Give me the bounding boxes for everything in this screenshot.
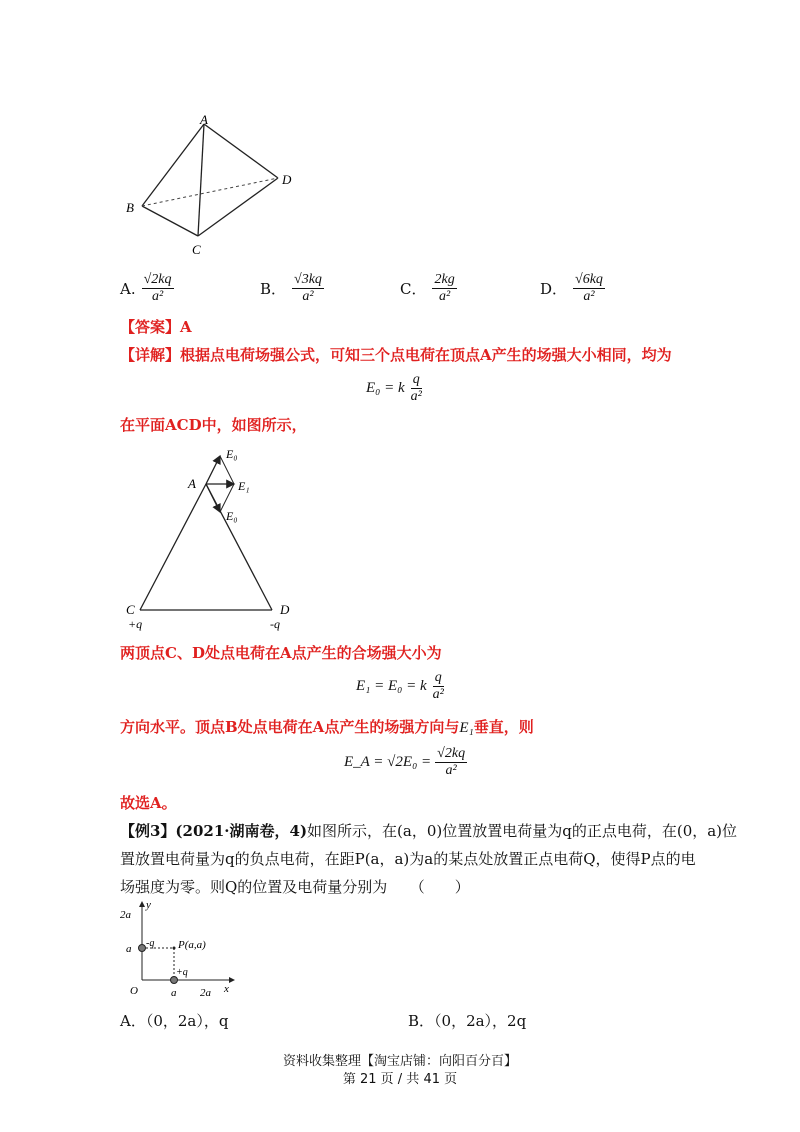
option3-A: A．（0，2a），q bbox=[120, 1012, 229, 1030]
option-C bbox=[400, 272, 457, 305]
label-neg-q: -q bbox=[146, 938, 155, 949]
direction-text-part2: 垂直，则 bbox=[473, 718, 534, 736]
label-D: D bbox=[280, 602, 290, 617]
equation-lhs: E₀ = k bbox=[366, 380, 405, 396]
label-a-x: a bbox=[171, 987, 177, 999]
label-pos-q: +q bbox=[176, 967, 188, 978]
label-D: D bbox=[282, 172, 292, 187]
option-D bbox=[540, 272, 605, 305]
example3-line1 bbox=[120, 820, 737, 842]
direction-text bbox=[120, 716, 534, 739]
label-A: A bbox=[200, 112, 208, 127]
footer-source: 资料收集整理【淘宝店铺：向阳百分百】 bbox=[282, 1054, 517, 1069]
equation-fraction: $\frac{√2kq}{\text{a²}}$ bbox=[437, 746, 466, 778]
edge-AC bbox=[198, 124, 204, 236]
option-fraction: $\frac{2kg}{\text{a²}}$ bbox=[434, 272, 455, 304]
conclusion: 故选A。 bbox=[120, 794, 177, 812]
equation-EA bbox=[344, 746, 467, 779]
example3-line2: 置放置电荷量为q的负点电荷，在距P(a，a)为a的某点处放置正点电荷Q，使得P点的电 bbox=[120, 850, 696, 868]
option-B bbox=[260, 272, 324, 305]
label-2a-x: 2a bbox=[200, 987, 211, 999]
side-AC bbox=[140, 484, 206, 610]
tetrahedron-figure bbox=[120, 112, 310, 262]
construction-line bbox=[220, 484, 234, 512]
plane-text: 在平面ACD中，如图所示， bbox=[120, 416, 307, 434]
point-P bbox=[173, 947, 176, 950]
vector-E0-up bbox=[206, 456, 220, 484]
equation-fraction: $\frac{q}{\text{a²}}$ bbox=[432, 670, 444, 702]
label-x: x bbox=[224, 983, 229, 995]
label-a-y: a bbox=[126, 943, 132, 955]
label-D-charge: -q bbox=[270, 617, 280, 631]
option-fraction: $\frac{√2kq}{\text{a²}}$ bbox=[143, 272, 172, 304]
label-C-charge: +q bbox=[128, 617, 143, 631]
label-E0-top: E₀ bbox=[226, 447, 238, 461]
option3-B: B．（0，2a），2q bbox=[408, 1012, 527, 1030]
triangle-field-figure bbox=[120, 440, 310, 640]
detail-intro: 【详解】根据点电荷场强公式，可知三个点电荷在顶点A产生的场强大小相同，均为 bbox=[120, 346, 672, 364]
equation-E1 bbox=[356, 670, 446, 703]
label-B: B bbox=[126, 200, 134, 215]
option-fraction: $\frac{√6kq}{\text{a²}}$ bbox=[575, 272, 603, 304]
combined-field-text: 两顶点C、D处点电荷在A点产生的合场强大小为 bbox=[120, 644, 442, 662]
label-E0-bottom: E₀ bbox=[226, 509, 238, 523]
example3-line3: 场强度为零。则Q的位置及电荷量分别为 （ ） bbox=[120, 878, 470, 896]
label-C: C bbox=[192, 242, 201, 257]
option-letter: B． bbox=[260, 280, 287, 298]
answer-line: 【答案】A bbox=[120, 318, 192, 336]
coordinate-figure bbox=[118, 896, 248, 1000]
equation-E0 bbox=[366, 372, 424, 405]
label-C: C bbox=[126, 602, 135, 617]
edge-AB bbox=[142, 124, 204, 206]
edge-AD bbox=[204, 124, 278, 178]
option-letter: D． bbox=[540, 280, 568, 298]
label-O: O bbox=[130, 985, 138, 997]
option-A bbox=[120, 272, 174, 305]
option-letter: A. bbox=[120, 279, 136, 298]
example3-text: 如图所示，在(a，0)位置放置电荷量为q的正点电荷，在(0，a)位 bbox=[307, 822, 738, 840]
page-number: 第 21 页 / 共 41 页 bbox=[342, 1072, 458, 1087]
equation-lhs: E_A = √2E₀ = bbox=[344, 754, 432, 770]
label-A: A bbox=[188, 476, 196, 491]
label-E1: E₁ bbox=[238, 479, 250, 493]
direction-text-part1: 方向水平。顶点B处点电荷在A点产生的场强方向与 bbox=[120, 718, 460, 736]
option-letter: C． bbox=[400, 280, 427, 298]
label-2a-y: 2a bbox=[120, 909, 131, 921]
edge-BC bbox=[142, 206, 198, 236]
equation-fraction: $\frac{q}{\text{a²}}$ bbox=[410, 372, 422, 404]
option-fraction: $\frac{√3kq}{\text{a²}}$ bbox=[294, 272, 322, 304]
direction-E1: E₁ bbox=[459, 720, 474, 736]
vector-E0-down bbox=[206, 484, 220, 512]
example3-tag: 【例3】(2021·湖南卷，4) bbox=[120, 822, 308, 840]
negative-charge bbox=[139, 945, 146, 952]
label-y: y bbox=[146, 899, 151, 911]
label-P: P(a,a) bbox=[178, 939, 206, 951]
equation-lhs: E₁ = E₀ = k bbox=[356, 678, 427, 694]
